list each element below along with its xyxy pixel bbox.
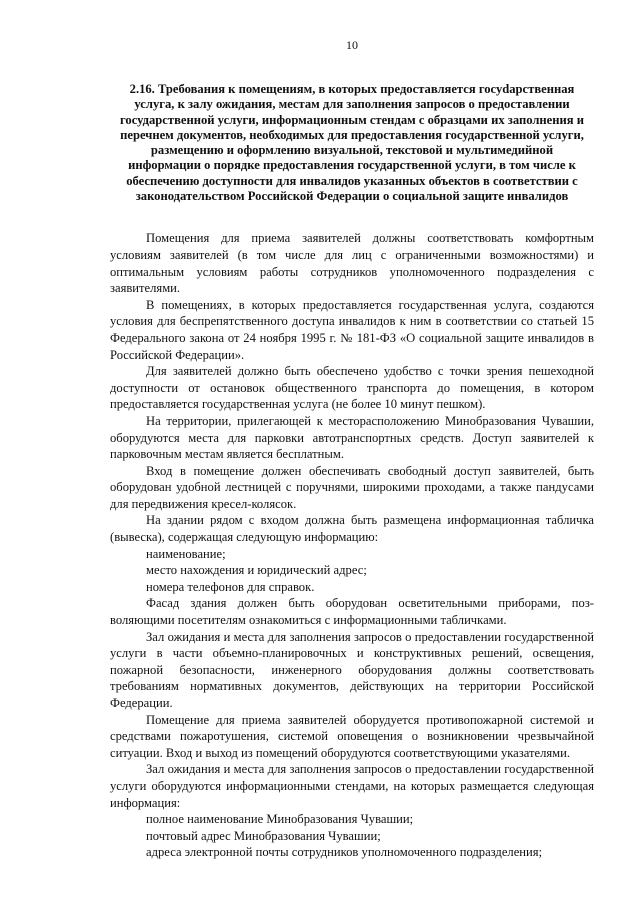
paragraph-walking-distance: Для заявителей должно быть обеспечено удобство с точки зрения пешеходной доступности от остановок общественного транспорта до помещения, в котором предоставляется государственная услуга (не более 10 минут пешком).: [110, 364, 594, 412]
list-item: полное наименование Минобразования Чувашии;: [146, 812, 414, 827]
page-number: 10: [346, 38, 358, 52]
section-heading: 2.16. Требования к помещениям, в которых предоставляется госуdарственная услуга, к залу ожидания, местам для заполнения запросов о предоставлении государственной услуги, информационным стендам с образцами их заполнения и перечнем документов, необходимых для предоставления государственной услуги, размещению и оформлению визуальной, текстовой и мультимедийной информации о порядке предоставления государственной услуги, в том числе к обеспечению доступности для инвалидов указанных объектов в соответствии с законодательством Российской Федерации о социальной защите инвалидов: [120, 82, 584, 204]
paragraph-disabled-access: В помещениях, в которых предоставляется государственная услуга, создаются условия для беспрепятственного доступа инвалидов к ним в соответствии со статьей 15 Федерального закона от 24 ноября 1995 г. № 181-ФЗ «О социальной защите инвалидов в Российской Федерации».: [110, 297, 594, 362]
paragraph-fire-safety: Помещение для приема заявителей оборудуется противопожарной системой и средствами пожаротушения, системой оповещения о возникновении чрезвычайной ситуации. Вход и выход из помещений оборудуются соответствующими указателями.: [110, 712, 594, 760]
list-item: адреса электронной почты сотрудников уполномоченного подразделения;: [146, 845, 543, 860]
paragraph-premises-requirements: Помещения для приема заявителей должны соответствовать комфортным условиям заявителей (в том числе для лиц с ограниченными возможностями) и оптимальным условиям работы сотрудников уполномоченного подразделения с заявителями.: [110, 231, 594, 296]
list-item: наименование;: [146, 546, 226, 561]
list-item: почтовый адрес Минобразования Чувашии;: [146, 828, 381, 843]
paragraph-signboard: На здании рядом с входом должна быть размещена информационная табличка (вывеска), содержащая следующую информацию:: [110, 513, 594, 545]
paragraph-waiting-hall: Зал ожидания и места для заполнения запросов о предоставлении государственной услуги в части объемно-планировочных и конструктивных решений, освещения, пожарной безопасности, инженерного оборудования должны соответствовать требованиям нормативных документов, действующих на территории Российской Федерации.: [110, 629, 594, 710]
list-item: номера телефонов для справок.: [146, 579, 315, 594]
paragraph-facade-lighting: Фасад здания должен быть оборудован осветительными приборами, позволяющими посетителям ознакомиться с информационными табличками.: [110, 596, 594, 628]
list-item: место нахождения и юридический адрес;: [146, 563, 367, 578]
paragraph-info-stands: Зал ожидания и места для заполнения запросов о предоставлении государственной услуги оборудуются информационными стендами, на которых размещается следующая информация:: [110, 762, 594, 810]
paragraph-entrance: Вход в помещение должен обеспечивать свободный доступ заявителей, быть оборудован удобной лестницей с поручнями, широкими проходами, а также пандусами для передвижения кресел-колясок.: [110, 463, 594, 511]
document-body: [110, 230, 594, 861]
paragraph-parking: На территории, прилегающей к месторасположению Минобразования Чувашии, оборудуются места для парковки автотранспортных средств. Доступ заявителей к парковочным местам является бесплатным.: [110, 413, 594, 462]
document-page: [110, 38, 594, 861]
